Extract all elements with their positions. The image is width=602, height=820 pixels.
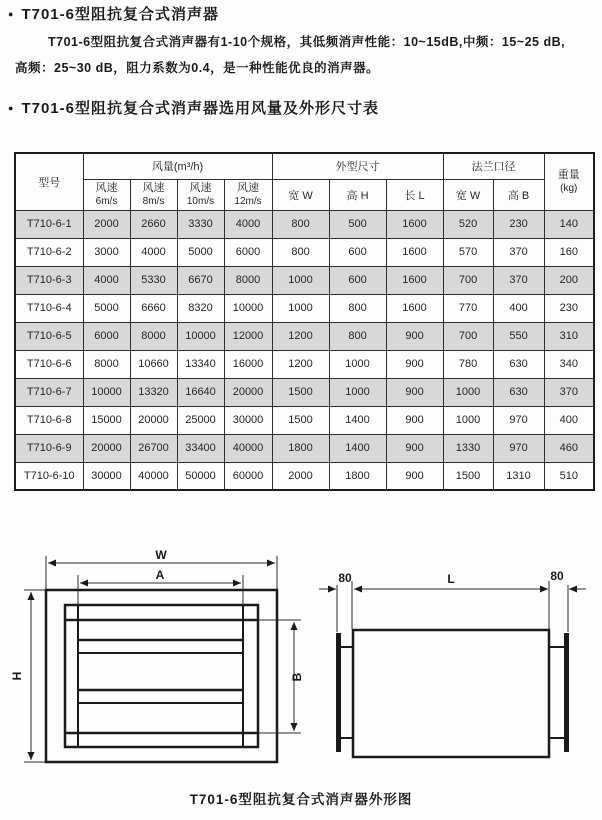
height-dimension-label: H	[10, 671, 24, 681]
col-header-windspeed-6: 风速 6m/s	[83, 179, 130, 210]
value-cell: 8000	[83, 350, 130, 378]
value-cell: 600	[329, 266, 386, 294]
value-cell: 5000	[83, 294, 130, 322]
model-cell: T710-6-10	[15, 462, 83, 490]
value-cell: 2000	[272, 462, 329, 490]
section2-title	[8, 97, 379, 118]
value-cell: 30000	[224, 406, 272, 434]
value-cell: 1000	[272, 294, 329, 322]
value-cell: 160	[544, 238, 594, 266]
paragraph-line-2: 高频：25~30 dB，阻力系数为0.4，是一种性能优良的消声器。	[15, 61, 380, 75]
value-cell: 340	[544, 350, 594, 378]
table-row	[15, 434, 594, 462]
value-cell: 2000	[83, 210, 130, 238]
value-cell: 630	[493, 378, 544, 406]
value-cell: 550	[493, 322, 544, 350]
value-cell: 4000	[130, 238, 177, 266]
right-flange-offset-label: 80	[550, 569, 564, 583]
value-cell: 1000	[443, 406, 493, 434]
front-view-drawing	[46, 590, 277, 762]
value-cell: 3000	[83, 238, 130, 266]
inner-width-dimension-label: A	[155, 568, 165, 582]
value-cell: 1310	[493, 462, 544, 490]
table-row	[15, 238, 594, 266]
section1-title-text: T701-6型阻抗复合式消声器	[21, 6, 219, 23]
value-cell: 400	[493, 294, 544, 322]
value-cell: 400	[544, 406, 594, 434]
value-cell: 8000	[224, 266, 272, 294]
value-cell: 10000	[224, 294, 272, 322]
value-cell: 800	[272, 210, 329, 238]
value-cell: 230	[493, 210, 544, 238]
bullet-icon: ●	[8, 9, 15, 19]
value-cell: 40000	[224, 434, 272, 462]
value-cell: 1800	[329, 462, 386, 490]
value-cell: 4000	[83, 266, 130, 294]
value-cell: 26700	[130, 434, 177, 462]
model-cell: T710-6-2	[15, 238, 83, 266]
table-row	[15, 350, 594, 378]
col-header-windspeed-12: 风速 12m/s	[224, 179, 272, 210]
left-flange-offset-label: 80	[338, 571, 352, 585]
side-view-dimensions	[319, 581, 586, 632]
col-header-windspeed-8: 风速 8m/s	[130, 179, 177, 210]
value-cell: 3330	[177, 210, 224, 238]
value-cell: 970	[493, 406, 544, 434]
col-header-weight	[544, 153, 594, 210]
value-cell: 800	[329, 294, 386, 322]
table-row	[15, 378, 594, 406]
weight-label-line2: (kg)	[560, 182, 578, 194]
value-cell: 1500	[272, 406, 329, 434]
side-left-flange	[336, 633, 341, 752]
table-row	[15, 266, 594, 294]
value-cell: 370	[544, 378, 594, 406]
side-right-flange	[564, 633, 569, 752]
value-cell: 20000	[130, 406, 177, 434]
header-group-row	[15, 153, 594, 179]
value-cell: 10000	[177, 322, 224, 350]
value-cell: 12000	[224, 322, 272, 350]
value-cell: 16000	[224, 350, 272, 378]
side-view-drawing	[336, 630, 569, 757]
value-cell: 310	[544, 322, 594, 350]
value-cell: 10660	[130, 350, 177, 378]
table-row	[15, 406, 594, 434]
value-cell: 6670	[177, 266, 224, 294]
table-row	[15, 322, 594, 350]
value-cell: 1000	[329, 378, 386, 406]
value-cell: 20000	[83, 434, 130, 462]
value-cell: 1600	[386, 210, 443, 238]
paragraph-line-1: T701-6型阻抗复合式消声器有1-10个规格，其低频消声性能：10~15dB,中频：15~25 dB,	[48, 35, 566, 49]
value-cell: 200	[544, 266, 594, 294]
model-cell: T710-6-9	[15, 434, 83, 462]
weight-label-line1: 重量	[557, 168, 580, 181]
col-header-model: 型号	[15, 153, 83, 210]
value-cell: 2660	[130, 210, 177, 238]
value-cell: 460	[544, 434, 594, 462]
model-cell: T710-6-3	[15, 266, 83, 294]
value-cell: 1800	[272, 434, 329, 462]
value-cell: 5330	[130, 266, 177, 294]
value-cell: 770	[443, 294, 493, 322]
col-group-airflow: 风量(m³/h)	[83, 153, 272, 179]
value-cell: 1200	[272, 322, 329, 350]
section2-title-text: T701-6型阻抗复合式消声器选用风量及外形尺寸表	[21, 100, 379, 117]
model-cell: T710-6-4	[15, 294, 83, 322]
table-body	[15, 210, 594, 490]
value-cell: 1500	[443, 462, 493, 490]
value-cell: 6000	[83, 322, 130, 350]
table-header	[15, 153, 594, 210]
value-cell: 1600	[386, 294, 443, 322]
value-cell: 1000	[272, 266, 329, 294]
value-cell: 900	[386, 434, 443, 462]
header-sub-row	[15, 179, 594, 210]
spec-table	[14, 152, 595, 491]
length-dimension-label: L	[447, 572, 455, 586]
value-cell: 800	[329, 322, 386, 350]
value-cell: 60000	[224, 462, 272, 490]
value-cell: 370	[493, 266, 544, 294]
bullet-icon: ●	[8, 103, 15, 113]
spec-table-wrapper	[14, 152, 595, 491]
col-header-width-w: 宽 W	[272, 179, 329, 210]
value-cell: 4000	[224, 210, 272, 238]
value-cell: 16640	[177, 378, 224, 406]
value-cell: 6000	[224, 238, 272, 266]
value-cell: 500	[329, 210, 386, 238]
col-header-length-l: 长 L	[386, 179, 443, 210]
value-cell: 1400	[329, 406, 386, 434]
value-cell: 1330	[443, 434, 493, 462]
col-header-windspeed-10: 风速 10m/s	[177, 179, 224, 210]
table-row	[15, 462, 594, 490]
intro-paragraph	[15, 29, 599, 81]
section1-title	[8, 3, 219, 24]
value-cell: 33400	[177, 434, 224, 462]
value-cell: 6660	[130, 294, 177, 322]
value-cell: 700	[443, 322, 493, 350]
value-cell: 600	[329, 238, 386, 266]
value-cell: 230	[544, 294, 594, 322]
value-cell: 15000	[83, 406, 130, 434]
value-cell: 1400	[329, 434, 386, 462]
value-cell: 780	[443, 350, 493, 378]
col-header-flange-width-w: 宽 W	[443, 179, 493, 210]
value-cell: 900	[386, 350, 443, 378]
col-header-flange-height-b: 高 B	[493, 179, 544, 210]
drawing-caption: T701-6型阻抗复合式消声器外形图	[189, 792, 413, 807]
value-cell: 20000	[224, 378, 272, 406]
value-cell: 570	[443, 238, 493, 266]
col-group-flange: 法兰口径	[443, 153, 544, 179]
model-cell: T710-6-5	[15, 322, 83, 350]
model-cell: T710-6-8	[15, 406, 83, 434]
width-dimension-label: W	[155, 548, 167, 562]
col-group-dimensions: 外型尺寸	[272, 153, 443, 179]
value-cell: 1500	[272, 378, 329, 406]
value-cell: 900	[386, 378, 443, 406]
model-cell: T710-6-1	[15, 210, 83, 238]
value-cell: 370	[493, 238, 544, 266]
value-cell: 13320	[130, 378, 177, 406]
table-row	[15, 210, 594, 238]
value-cell: 1200	[272, 350, 329, 378]
value-cell: 10000	[83, 378, 130, 406]
value-cell: 630	[493, 350, 544, 378]
value-cell: 520	[443, 210, 493, 238]
value-cell: 140	[544, 210, 594, 238]
value-cell: 5000	[177, 238, 224, 266]
model-cell: T710-6-6	[15, 350, 83, 378]
outline-drawing	[0, 530, 602, 790]
side-body	[353, 630, 549, 757]
value-cell: 40000	[130, 462, 177, 490]
col-header-height-h: 高 H	[329, 179, 386, 210]
value-cell: 900	[386, 406, 443, 434]
value-cell: 900	[386, 322, 443, 350]
value-cell: 510	[544, 462, 594, 490]
value-cell: 900	[386, 462, 443, 490]
value-cell: 25000	[177, 406, 224, 434]
value-cell: 970	[493, 434, 544, 462]
value-cell: 1600	[386, 238, 443, 266]
value-cell: 13340	[177, 350, 224, 378]
value-cell: 1600	[386, 266, 443, 294]
value-cell: 8320	[177, 294, 224, 322]
value-cell: 700	[443, 266, 493, 294]
table-row	[15, 294, 594, 322]
model-cell: T710-6-7	[15, 378, 83, 406]
inner-height-dimension-label: B	[290, 672, 304, 682]
value-cell: 8000	[130, 322, 177, 350]
value-cell: 1000	[443, 378, 493, 406]
value-cell: 1000	[329, 350, 386, 378]
value-cell: 800	[272, 238, 329, 266]
value-cell: 50000	[177, 462, 224, 490]
value-cell: 30000	[83, 462, 130, 490]
front-inner-frame	[65, 605, 258, 747]
